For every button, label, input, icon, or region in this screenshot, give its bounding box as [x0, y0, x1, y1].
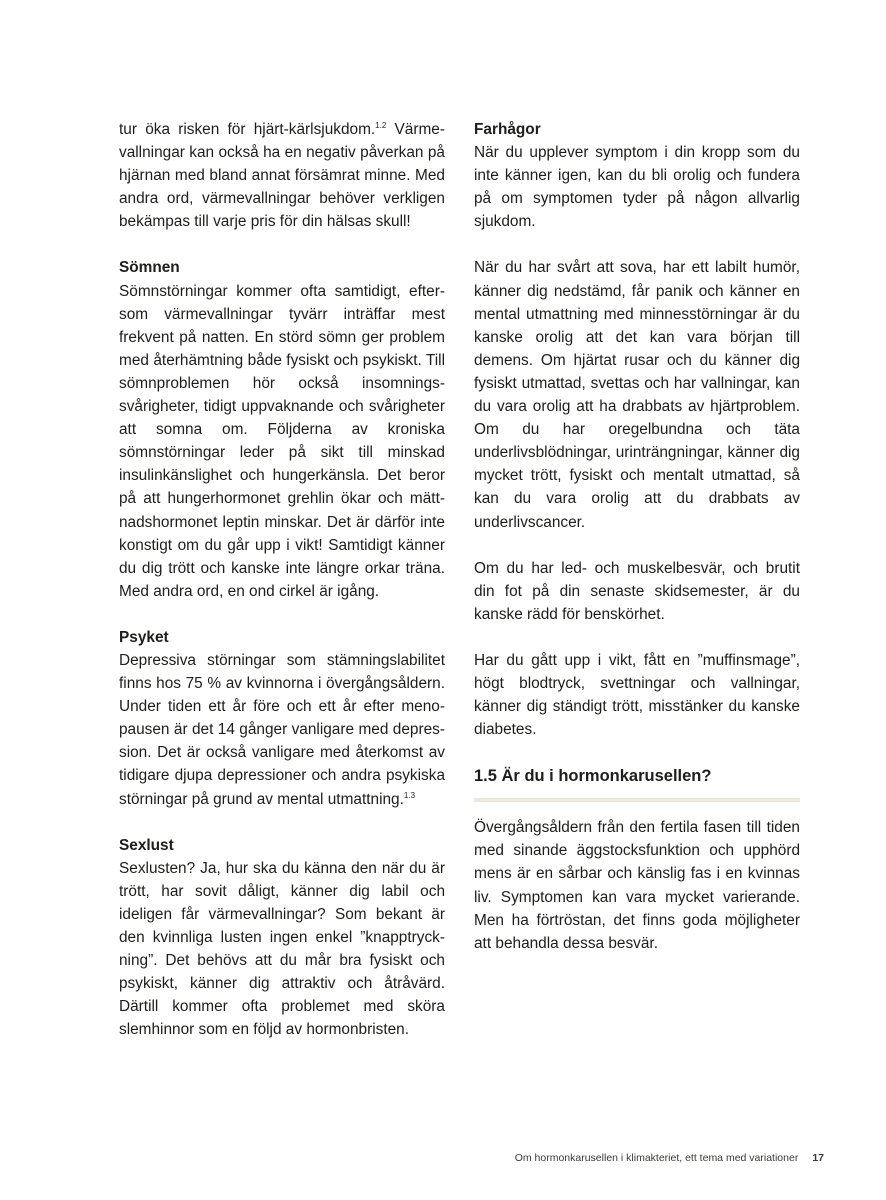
farhagor-block [474, 118, 800, 233]
intro-text: tur öka risken för hjärt-kärlsjukdom. [119, 121, 376, 138]
intro-block [119, 118, 445, 233]
section-1-5 [474, 764, 800, 955]
farhagor-paragraph-3: Om du har led- och muskelbesvär, och brutit din fot på din senaste skidsemester, är du kanske rädd för benskörhet. [474, 559, 800, 623]
left-column [119, 118, 445, 1064]
psyket-block [119, 626, 445, 811]
intro-paragraph [119, 118, 445, 233]
psyket-reference: 1.3 [403, 790, 416, 800]
farhagor-paragraph-2: När du har svårt att sova, har ett labilt humör, känner dig nedstämd, får panik och känner en mental utmattning med minnesstörningar är du kanske orolig att det kan vara början till demens. Om hjärtat rusar och du känner dig fysiskt utmattad, svettas och har vallningar, kan du vara orolig att ha drabbats av hjärtproblem. Om du har oregelbundna och täta underlivsblödningar, urinträngningar, känner dig mycket trött, fysiskt och mentalt utmattad, så kan du vara orolig att du drabbats av underlivscancer. [474, 259, 800, 531]
sexlust-heading: Sexlust [119, 836, 174, 854]
section-paragraph: Övergångsåldern från den fertila fasen till tiden med sinande äggstocksfunktion och upphörd mens är en sårbar och känslig fas i en kvinnas liv. Symptomen kan vara mycket varierande. Men ha förtröstan, det finns goda möjligheter att behandla dessa besvär. [474, 819, 800, 952]
sexlust-block [119, 834, 445, 1042]
sexlust-paragraph: Sexlusten? Ja, hur ska du känna den när du är trött, har sovit dåligt, känner dig labil och ideligen får värmevallningar? Som bekant är den kvinnliga lusten ingen enkel ”knapptryckning”. Det behövs att du mår bra fysiskt och psykiskt, känner dig attraktiv och åtråvärd. Därtill kommer ofta problemet med sköra slemhinnor som en följd av hormonbristen. [119, 859, 445, 1039]
psyket-paragraph [119, 649, 445, 811]
psyket-text: Depressiva störningar som stämningslabilitet finns hos 75 % av kvinnorna i övergångsåldern. Under tiden ett år före och ett år efter menopausen är det 14 gånger vanligare med depression. Det är också vanligare med återkomst av tidigare djupa depressioner och andra psykiska störningar på grund av mental utmattning. [119, 651, 445, 808]
intro-text-rest: Värmevallningar kan också ha en negativ påverkan på hjärnan med bland annat försämrat minne. Med andra ord, värmevallningar behöver verkligen bekämpas till varje pris för din hälsas skull! [119, 121, 446, 231]
farhagor-paragraph-1: När du upplever symptom i din kropp som du inte känner igen, kan du bli orolig och fundera på om symptomen tyder på någon allvarlig sjukdom. [474, 144, 800, 231]
section-heading: 1.5 Är du i hormonkarusellen? [474, 764, 800, 802]
farhagor-heading: Farhågor [474, 121, 541, 138]
somnen-heading: Sömnen [119, 259, 180, 277]
somnen-paragraph: Sömnstörningar kommer ofta samtidigt, eftersom värmevallningar tyvärr inträffar mest frekvent på natten. En störd sömn ger problem med återhämtning både fysiskt och psykiskt. Till sömnproblemen hör också insomningssvårigheter, tidigt uppvaknande och svårigheter att somna om. Följderna av kroniska sömnstörningar leder på sikt till minskad insulinkänslighet och hungerkänsla. Det beror på att hungerhormonet grehlin ökar och mättnadshormonet leptin minskar. Det är därför inte konstigt om du går upp i vikt! Samtidigt känner du dig trött och kanske inte längre orkar träna. Med andra ord, en ond cirkel är igång. [119, 282, 445, 600]
right-column [474, 118, 800, 955]
running-title: Om hormonkarusellen i klimakteriet, ett tema med variationer [514, 1152, 799, 1164]
intro-reference: 1.2 [375, 121, 387, 130]
page-number: 17 [812, 1152, 824, 1164]
page-footer [515, 1152, 824, 1164]
farhagor-block-2 [474, 256, 800, 533]
somnen-block [119, 256, 445, 602]
farhagor-block-3 [474, 557, 800, 626]
farhagor-block-4 [474, 649, 800, 741]
psyket-heading: Psyket [119, 628, 169, 646]
farhagor-paragraph-4: Har du gått upp i vikt, fått en ”muffinsmage”, högt blodtryck, svettningar och vallningar, känner dig ständigt trött, misstänker du kanske diabetes. [474, 651, 800, 739]
